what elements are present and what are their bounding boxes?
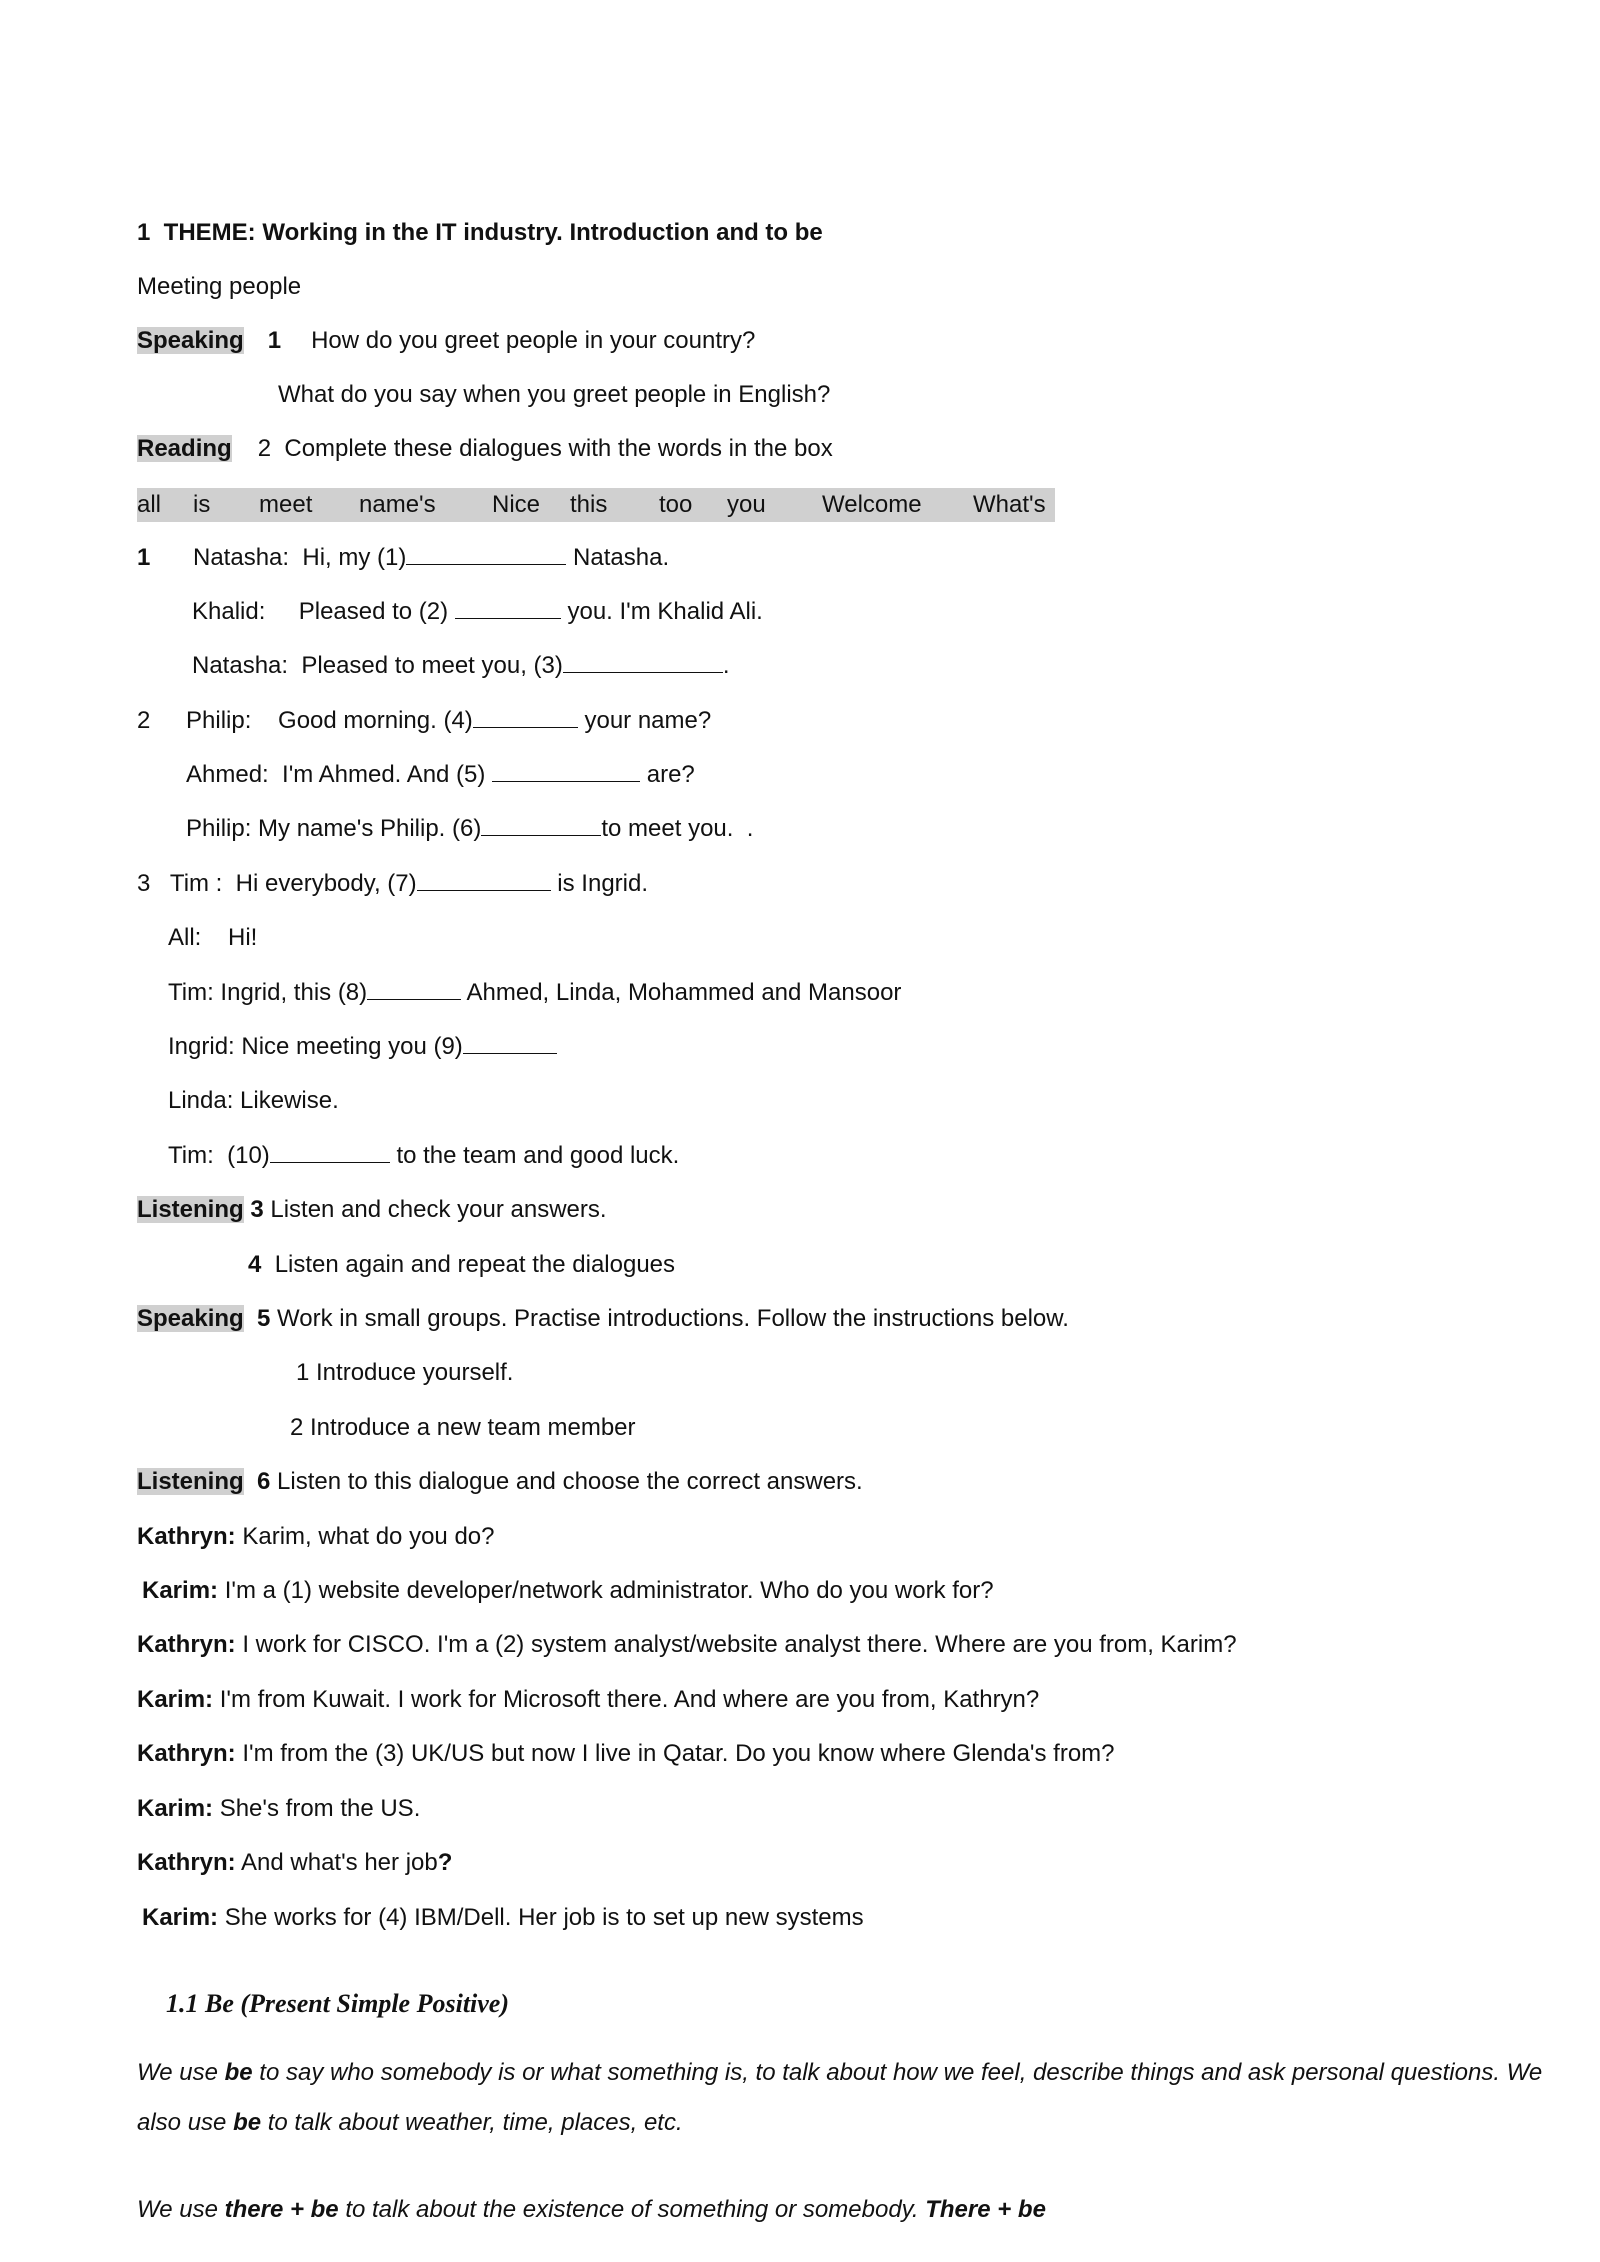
exercise-2-instruction xyxy=(137,434,833,464)
line-text: Tim: (10) xyxy=(168,1142,270,1169)
skill-label-listening: Listening xyxy=(137,1196,244,1223)
line-text: Natasha: Hi, my (1) xyxy=(193,544,407,571)
exercise-number: 3 xyxy=(243,1196,264,1223)
instruction-text: 2 Complete these dialogues with the words in the box xyxy=(257,435,833,462)
instruction-text: Listen and check your answers. xyxy=(263,1196,607,1223)
line-text: to the team and good luck. xyxy=(389,1142,680,1169)
exercise-1-line-1 xyxy=(137,326,755,356)
dialogue-line xyxy=(137,869,648,899)
dialogue-line xyxy=(137,1848,452,1878)
answer-blank xyxy=(417,870,551,891)
para-text: to say who somebody is or what something is, to talk about how we feel, describe things and ask personal questions. We also use xyxy=(137,2059,1543,2136)
speaker-name: Kathryn: xyxy=(137,1523,236,1550)
word-box-item: all xyxy=(137,491,162,518)
line-text: I'm from Kuwait. I work for Microsoft there. And where are you from, Kathryn? xyxy=(213,1686,1040,1713)
skill-label-speaking: Speaking xyxy=(137,327,244,354)
dialogue-line: Linda: Likewise. xyxy=(168,1087,339,1114)
line-text: Philip: Good morning. (4) xyxy=(186,707,473,734)
exercise-6-instruction xyxy=(137,1467,863,1497)
exercise-number: 6 xyxy=(243,1468,271,1495)
exercise-number: 4 xyxy=(248,1251,262,1278)
para-bold: be xyxy=(224,2059,253,2086)
exercise-number: 5 xyxy=(243,1305,271,1332)
line-text: is Ingrid. xyxy=(550,870,649,897)
speaker-name: Karim: xyxy=(142,1904,219,1931)
speaker-name: Kathryn: xyxy=(137,1849,236,1876)
para-bold: there + be xyxy=(224,2196,339,2223)
dialogue-line xyxy=(186,706,711,736)
line-text: Ahmed: I'm Ahmed. And (5) xyxy=(186,761,493,788)
dialogue-line xyxy=(193,543,669,573)
line-text: I'm a (1) website developer/network administrator. Who do you work for? xyxy=(218,1577,994,1604)
line-text: 3 Tim : Hi everybody, (7) xyxy=(137,870,417,897)
instruction-text: Listen to this dialogue and choose the correct answers. xyxy=(270,1468,863,1495)
answer-blank xyxy=(406,544,566,565)
instruction-text: Work in small groups. Practise introductions. Follow the instructions below. xyxy=(270,1305,1069,1332)
dialogue-line xyxy=(192,651,730,681)
dialogue-line xyxy=(142,1903,864,1933)
line-text: I'm from the (3) UK/US but now I live in Qatar. Do you know where Glenda's from? xyxy=(235,1740,1115,1767)
word-box-item: is xyxy=(193,491,211,518)
dialogue-line xyxy=(192,597,763,627)
dialogue-line xyxy=(137,1739,1115,1769)
line-text: your name? xyxy=(577,707,712,734)
line-text: And what's her job xyxy=(235,1849,438,1876)
line-text: She's from the US. xyxy=(213,1795,421,1822)
line-text: Ingrid: Nice meeting you (9) xyxy=(168,1033,463,1060)
speaker-name: Karim: xyxy=(142,1577,219,1604)
dialogue-line xyxy=(168,1032,557,1062)
speaker-name: Karim: xyxy=(137,1686,214,1713)
dialogue-line xyxy=(168,978,901,1008)
theme-heading: 1 THEME: Working in the IT industry. Introduction and to be xyxy=(137,219,823,246)
line-text: Natasha. xyxy=(566,544,670,571)
word-box-item: too xyxy=(659,491,693,518)
instruction-item: 1 Introduce yourself. xyxy=(296,1359,514,1386)
line-text: you. I'm Khalid Ali. xyxy=(560,598,763,625)
dialogue-line xyxy=(137,1794,420,1824)
word-box xyxy=(137,488,1055,522)
dialogue-line xyxy=(137,1685,1039,1715)
answer-blank xyxy=(473,707,578,728)
para-text: We use xyxy=(137,2196,225,2223)
line-text: . xyxy=(722,652,730,679)
line-text: are? xyxy=(640,761,695,788)
section-subtitle: Meeting people xyxy=(137,273,302,300)
answer-blank xyxy=(481,815,601,836)
para-bold: be xyxy=(233,2109,262,2136)
dialogue-line xyxy=(137,1522,494,1552)
line-text: Ahmed, Linda, Mohammed and Mansoor xyxy=(461,979,902,1006)
exercise-number: 1 xyxy=(267,327,282,354)
question-mark: ? xyxy=(437,1849,453,1876)
answer-blank xyxy=(492,761,640,782)
exercise-5-instruction xyxy=(137,1304,1069,1334)
answer-blank xyxy=(455,598,561,619)
word-box-item: name's xyxy=(359,491,436,518)
exercise-4-instruction xyxy=(248,1250,675,1280)
grammar-paragraph-2 xyxy=(137,2185,1567,2235)
line-text: Karim, what do you do? xyxy=(235,1523,495,1550)
word-box-item: meet xyxy=(259,491,313,518)
word-box-item: you xyxy=(727,491,766,518)
word-box-item: Nice xyxy=(492,491,541,518)
dialogue-line xyxy=(186,760,695,790)
dialogue-line: All: Hi! xyxy=(168,924,258,951)
dialogue-line xyxy=(142,1576,994,1606)
dialogue-number: 2 xyxy=(137,707,151,734)
answer-blank xyxy=(270,1142,390,1163)
line-text: Tim: Ingrid, this (8) xyxy=(168,979,368,1006)
word-box-item: Welcome xyxy=(822,491,922,518)
para-text: We use xyxy=(137,2059,225,2086)
speaker-name: Kathryn: xyxy=(137,1740,236,1767)
speaker-name: Kathryn: xyxy=(137,1631,236,1658)
word-box-item: this xyxy=(570,491,608,518)
line-text: Philip: My name's Philip. (6) xyxy=(186,815,482,842)
dialogue-line xyxy=(137,1630,1237,1660)
answer-blank xyxy=(463,1033,557,1054)
instruction-item: 2 Introduce a new team member xyxy=(290,1414,636,1441)
grammar-heading: 1.1 Be (Present Simple Positive) xyxy=(166,1989,510,2018)
line-text: She works for (4) IBM/Dell. Her job is to set up new systems xyxy=(218,1904,864,1931)
para-text: to talk about the existence of something or somebody. xyxy=(338,2196,926,2223)
para-text: to talk about weather, time, places, etc. xyxy=(261,2109,683,2136)
exercise-1-line-2: What do you say when you greet people in English? xyxy=(278,381,831,408)
exercise-3-instruction xyxy=(137,1195,607,1225)
answer-blank xyxy=(367,979,461,1000)
skill-label-reading: Reading xyxy=(137,435,232,462)
line-text: to meet you. . xyxy=(601,815,754,842)
grammar-paragraph-1 xyxy=(137,2048,1567,2148)
question-text: How do you greet people in your country? xyxy=(311,327,756,354)
para-bold: There + be xyxy=(925,2196,1046,2223)
speaker-name: Karim: xyxy=(137,1795,214,1822)
line-text: Natasha: Pleased to meet you, (3) xyxy=(192,652,563,679)
dialogue-number: 1 xyxy=(137,544,151,571)
skill-label-listening: Listening xyxy=(137,1468,244,1495)
line-text: Khalid: Pleased to (2) xyxy=(192,598,455,625)
word-box-item: What's xyxy=(973,491,1046,518)
instruction-text: Listen again and repeat the dialogues xyxy=(261,1251,676,1278)
dialogue-line xyxy=(168,1141,679,1171)
line-text: I work for CISCO. I'm a (2) system analyst/website analyst there. Where are you from, Karim? xyxy=(235,1631,1237,1658)
dialogue-line xyxy=(186,814,753,844)
answer-blank xyxy=(563,652,723,673)
skill-label-speaking: Speaking xyxy=(137,1305,244,1332)
